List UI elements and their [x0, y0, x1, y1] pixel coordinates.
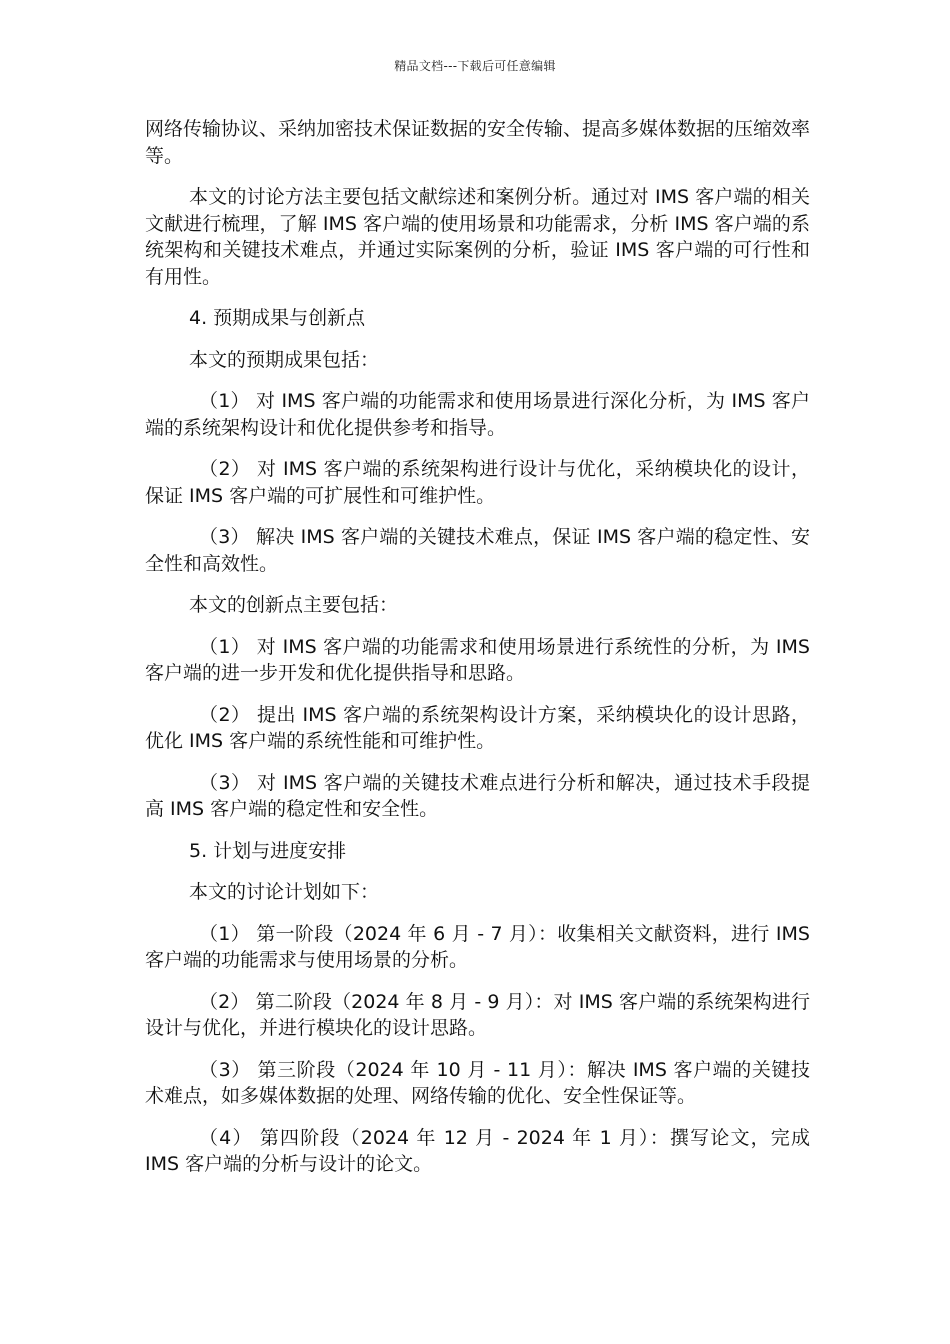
- paragraph-plan-intro: 本文的讨论计划如下：: [189, 881, 380, 903]
- list-item-plan-2: （2） 第二阶段（2024 年 8 月 - 9 月）：对 IMS 客户端的系统架构进行设计与优化，并进行模块化的设计思路。: [145, 990, 810, 1039]
- section-heading-5: 5. 计划与进度安排: [189, 839, 347, 862]
- list-item-expected-1: （1） 对 IMS 客户端的功能需求和使用场景进行深化分析，为 IMS 客户端的系统架构设计和优化提供参考和指导。: [145, 390, 810, 439]
- list-item-expected-2: （2） 对 IMS 客户端的系统架构进行设计与优化，采纳模块化的设计，保证 IMS 客户端的可扩展性和可维护性。: [145, 458, 810, 507]
- paragraph-expected-intro: 本文的预期成果包括：: [189, 348, 380, 371]
- document-body: [145, 116, 810, 1193]
- list-item-plan-3: （3） 第三阶段（2024 年 10 月 - 11 月）：解决 IMS 客户端的关键技术难点，如多媒体数据的处理、网络传输的优化、安全性保证等。: [145, 1058, 810, 1107]
- paragraph-continued: 网络传输协议、采纳加密技术保证数据的安全传输、提高多媒体数据的压缩效率等。: [145, 118, 811, 167]
- paragraph-methods: 本文的讨论方法主要包括文献综述和案例分析。通过对 IMS 客户端的相关文献进行梳理，了解 IMS 客户端的使用场景和功能需求，分析 IMS 客户端的系统架构和关键技术难点，并通过实际案例的分析，验证 IMS 客户端的可行性和有用性。: [145, 186, 810, 288]
- list-item-innovation-1: （1） 对 IMS 客户端的功能需求和使用场景进行系统性的分析，为 IMS 客户端的进一步开发和优化提供指导和思路。: [145, 635, 810, 684]
- paragraph-innovation-intro: 本文的创新点主要包括：: [189, 594, 399, 616]
- section-heading-4: 4. 预期成果与创新点: [189, 307, 366, 329]
- list-item-plan-1: （1） 第一阶段（2024 年 6 月 - 7 月）：收集相关文献资料，进行 IMS 客户端的功能需求与使用场景的分析。: [145, 922, 810, 971]
- list-item-plan-4: （4） 第四阶段（2024 年 12 月 - 2024 年 1 月）：撰写论文，完成 IMS 客户端的分析与设计的论文。: [145, 1126, 810, 1175]
- list-item-expected-3: （3） 解决 IMS 客户端的关键技术难点，保证 IMS 客户端的稳定性、安全性和高效性。: [145, 526, 810, 575]
- list-item-innovation-2: （2） 提出 IMS 客户端的系统架构设计方案，采纳模块化的设计思路，优化 IMS 客户端的系统性能和可维护性。: [145, 703, 810, 752]
- list-item-innovation-3: （3） 对 IMS 客户端的关键技术难点进行分析和解决，通过技术手段提高 IMS 客户端的稳定性和安全性。: [145, 771, 810, 820]
- page-header: 精品文档---下载后可任意编辑: [394, 59, 556, 73]
